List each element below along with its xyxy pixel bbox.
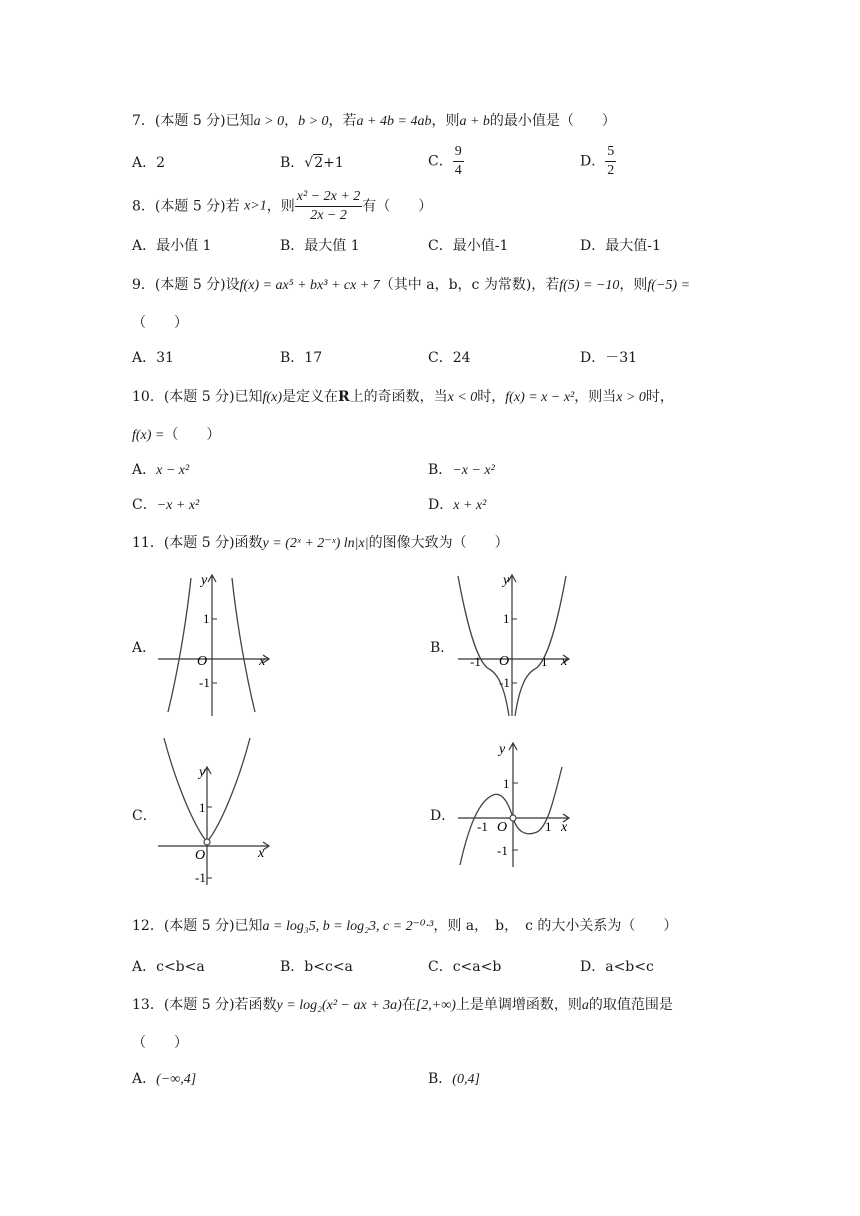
q9-option-c[interactable]: C．24: [428, 350, 471, 366]
q9-paren: （ ）: [132, 315, 188, 331]
tick-label-pos-x: 1: [541, 654, 548, 669]
q11-option-d-label[interactable]: D．: [430, 808, 456, 824]
q13-paren: （ ）: [132, 1035, 188, 1051]
q9-option-b[interactable]: B．17: [280, 350, 323, 366]
curve-right: [207, 738, 250, 842]
curve-left: [164, 738, 207, 842]
curve-left: [168, 578, 191, 712]
tick-label-pos-x: 1: [545, 819, 552, 834]
tick-label-neg: -1: [499, 675, 510, 690]
q7-option-a[interactable]: A．2: [132, 155, 166, 171]
q11-option-c-label[interactable]: C．: [132, 808, 157, 824]
tick-label-pos: 1: [199, 800, 206, 815]
q9-stem: 9．(本题 5 分)设f(x) = ax⁵ + bx³ + cx + 7（其中 a，b，c 为常数)，若f(5) = −10，则f(−5) =: [132, 277, 691, 293]
q11-option-a-graph[interactable]: [155, 570, 280, 720]
open-point: [510, 815, 516, 821]
q12-option-a[interactable]: A．c<b<a: [132, 959, 205, 975]
axis-x-label: x: [259, 654, 266, 669]
q11-option-a-label[interactable]: A．: [132, 640, 157, 656]
q10-ask: f(x) =（ ）: [132, 427, 221, 443]
axis-y-label: y: [201, 573, 208, 588]
curve-right: [232, 578, 255, 712]
q10-option-c[interactable]: C．−x + x²: [132, 497, 200, 513]
axis-x-label: x: [258, 846, 265, 861]
origin-label: O: [197, 654, 208, 669]
q12-option-d[interactable]: D．a<b<c: [580, 959, 654, 975]
q10-option-d[interactable]: D．x + x²: [428, 497, 487, 513]
q8-stem: 8．(本题 5 分)若 x>1，则 $\frac{\text{x² − 2x + 2}}{2x - 2}$ 有（ ）: [132, 189, 433, 223]
q7-option-d[interactable]: D． $\frac{5}{2}$: [580, 144, 615, 178]
tick-label-neg: -1: [497, 843, 508, 858]
q9-option-a[interactable]: A．31: [132, 350, 174, 366]
q11-option-c-graph[interactable]: [155, 735, 280, 890]
q11-option-d-graph[interactable]: [455, 735, 580, 885]
fraction: $\frac{5}{2}$: [607, 144, 615, 178]
axis-x-label: x: [561, 654, 568, 669]
q12-option-b[interactable]: B．b<c<a: [280, 959, 353, 975]
tick-label-pos: 1: [503, 611, 510, 626]
q13-stem: 13．(本题 5 分)若函数y = log₂(x² − ax + 3a)在[2,+∞)上是单调增函数，则a的取值范围是: [132, 997, 673, 1013]
axis-y-label: y: [503, 573, 510, 588]
tick-label-neg: -1: [195, 870, 206, 885]
axis-y-label: y: [499, 742, 506, 757]
fraction: $\frac{\text{x² − 2x + 2}}{2x - 2}$: [296, 189, 361, 223]
q13-option-b[interactable]: B．(0,4]: [428, 1071, 480, 1087]
origin-label: O: [195, 848, 206, 863]
q7-option-c[interactable]: C． $\frac{9}{4}$: [428, 144, 462, 178]
q13-option-a[interactable]: A．(−∞,4]: [132, 1071, 197, 1087]
q10-option-a[interactable]: A．x − x²: [132, 462, 190, 478]
q8-option-b[interactable]: B．最大值 1: [280, 238, 360, 254]
curve-right: [515, 576, 566, 716]
q10-stem: 10．(本题 5 分)已知f(x)是定义在R上的奇函数，当x < 0时，f(x) = x − x²，则当x > 0时，: [132, 389, 674, 405]
tick-label-neg: -1: [199, 675, 210, 690]
origin-label: O: [497, 820, 508, 835]
tick-label-neg-x: -1: [477, 819, 488, 834]
q7-option-b[interactable]: B．√2+1: [280, 155, 344, 171]
q12-option-c[interactable]: C．c<a<b: [428, 959, 502, 975]
axis-x-label: x: [561, 820, 568, 835]
q11-option-b-label[interactable]: B．: [430, 640, 455, 656]
axis-y-label: y: [199, 765, 206, 780]
q8-option-c[interactable]: C．最小值-1: [428, 238, 509, 254]
fraction: $\frac{9}{4}$: [454, 144, 462, 178]
q10-option-b[interactable]: B．−x − x²: [428, 462, 495, 478]
origin-label: O: [499, 654, 510, 669]
q11-stem: 11．(本题 5 分)函数y = (2ˣ + 2⁻ˣ) ln|x|的图像大致为（ ）: [132, 535, 509, 551]
tick-label-neg-x: -1: [470, 654, 481, 669]
q7-stem: 7．(本题 5 分)已知a > 0，b > 0，若a + 4b = 4ab，则a + b的最小值是（ ）: [132, 113, 616, 129]
q11-option-b-graph[interactable]: [455, 570, 580, 720]
tick-label-pos: 1: [203, 611, 210, 626]
open-point: [204, 839, 210, 845]
q8-option-d[interactable]: D．最大值-1: [580, 238, 661, 254]
q9-option-d[interactable]: D．－31: [580, 350, 638, 366]
tick-label-pos: 1: [503, 776, 510, 791]
q8-option-a[interactable]: A．最小值 1: [132, 238, 212, 254]
curve-left: [458, 576, 509, 716]
q12-stem: 12．(本题 5 分)已知a = log₃5, b = log₂3, c = 2⁻⁰·³，则 a， b， c 的大小关系为（ ）: [132, 918, 678, 934]
